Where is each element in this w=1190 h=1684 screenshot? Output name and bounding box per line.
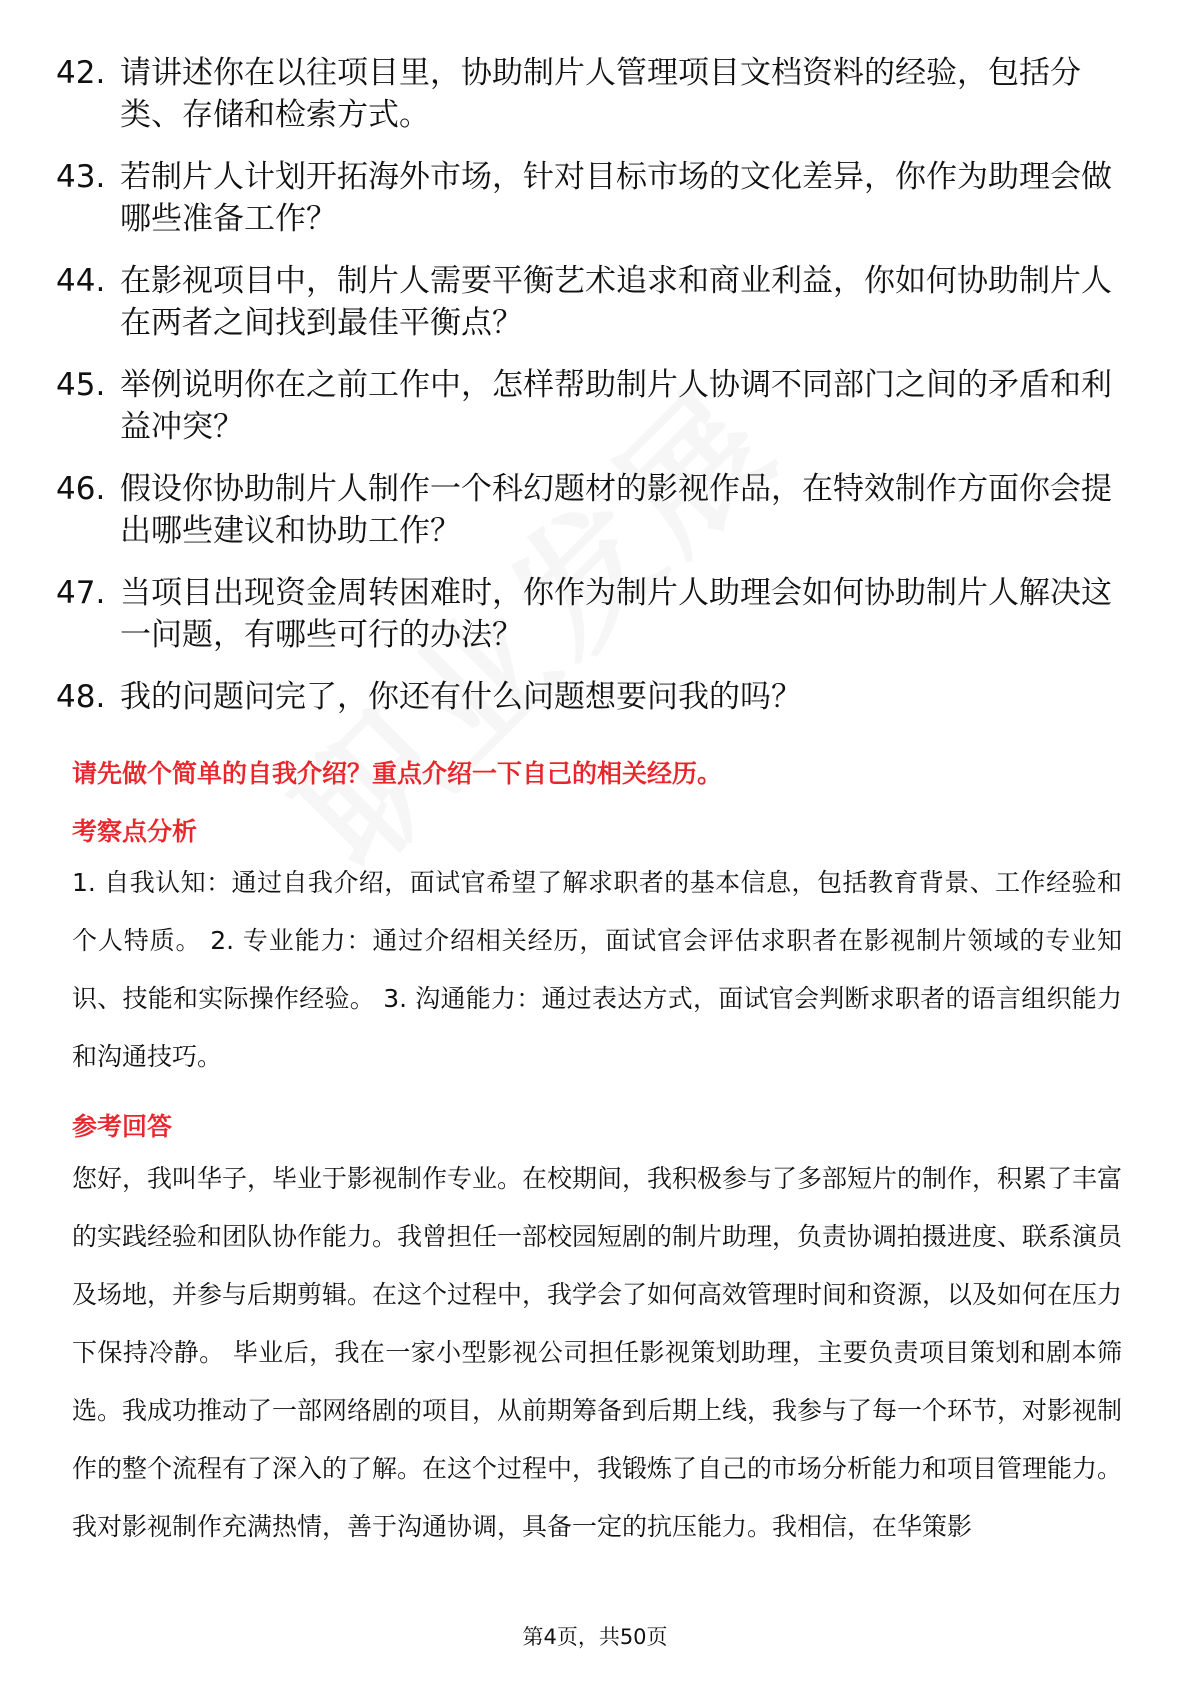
question-number: 43. bbox=[56, 159, 106, 195]
page-footer: 第4页，共50页 bbox=[522, 1625, 668, 1649]
question-number: 45. bbox=[56, 367, 106, 403]
question-text: 在影视项目中，制片人需要平衡艺术追求和商业利益，你如何协助制片人在两者之间找到最佳平衡点？ bbox=[120, 263, 1112, 341]
question-number: 46. bbox=[56, 471, 106, 507]
question-item bbox=[56, 364, 1126, 448]
question-list bbox=[56, 52, 1126, 738]
question-text: 当项目出现资金周转困难时，你作为制片人助理会如何协助制片人解决这一问题，有哪些可行的办法？ bbox=[120, 575, 1112, 653]
question-number: 47. bbox=[56, 575, 106, 611]
question-number: 44. bbox=[56, 263, 106, 299]
question-text: 假设你协助制片人制作一个科幻题材的影视作品，在特效制作方面你会提出哪些建议和协助工作？ bbox=[120, 471, 1112, 549]
question-item bbox=[56, 52, 1126, 136]
answer-body: 您好，我叫华子，毕业于影视制作专业。在校期间，我积极参与了多部短片的制作，积累了丰富的实践经验和团队协作能力。我曾担任一部校园短剧的制片助理，负责协调拍摄进度、联系演员及场地，并参与后期剪辑。在这个过程中，我学会了如何高效管理时间和资源，以及如何在压力下保持冷静。 毕业后，我在一家小型影视公司担任影视策划助理，主要负责项目策划和剧本筛选。我成功推动了一部网络剧的项目，从前期筹备到后期上线，我参与了每一个环节，对影视制作的整个流程有了深入的了解。在这个过程中，我锻炼了自己的市场分析能力和项目管理能力。我对影视制作充满热情，善于沟通协调，具备一定的抗压能力。我相信，在华策影 bbox=[72, 1164, 1123, 1541]
analysis-heading: 考察点分析 bbox=[72, 817, 198, 846]
question-number: 48. bbox=[56, 679, 106, 715]
question-text: 举例说明你在之前工作中，怎样帮助制片人协调不同部门之间的矛盾和利益冲突？ bbox=[120, 367, 1112, 445]
question-item bbox=[56, 260, 1126, 344]
question-number: 42. bbox=[56, 55, 106, 91]
question-text: 我的问题问完了，你还有什么问题想要问我的吗？ bbox=[120, 679, 802, 715]
question-text: 请讲述你在以往项目里，协助制片人管理项目文档资料的经验，包括分类、存储和检索方式。 bbox=[120, 55, 1081, 133]
answer-heading: 参考回答 bbox=[72, 1112, 173, 1141]
question-item bbox=[56, 676, 1126, 718]
featured-question: 请先做个简单的自我介绍？重点介绍一下自己的相关经历。 bbox=[72, 759, 723, 788]
question-item bbox=[56, 156, 1126, 240]
question-item bbox=[56, 468, 1126, 552]
question-text: 若制片人计划开拓海外市场，针对目标市场的文化差异，你作为助理会做哪些准备工作？ bbox=[120, 159, 1112, 237]
question-item bbox=[56, 572, 1126, 656]
analysis-body: 1. 自我认知：通过自我介绍，面试官希望了解求职者的基本信息，包括教育背景、工作经验和个人特质。 2. 专业能力：通过介绍相关经历，面试官会评估求职者在影视制片领域的专业知识、技能和实际操作经验。 3. 沟通能力：通过表达方式，面试官会判断求职者的语言组织能力和沟通技巧。 bbox=[72, 868, 1122, 1071]
